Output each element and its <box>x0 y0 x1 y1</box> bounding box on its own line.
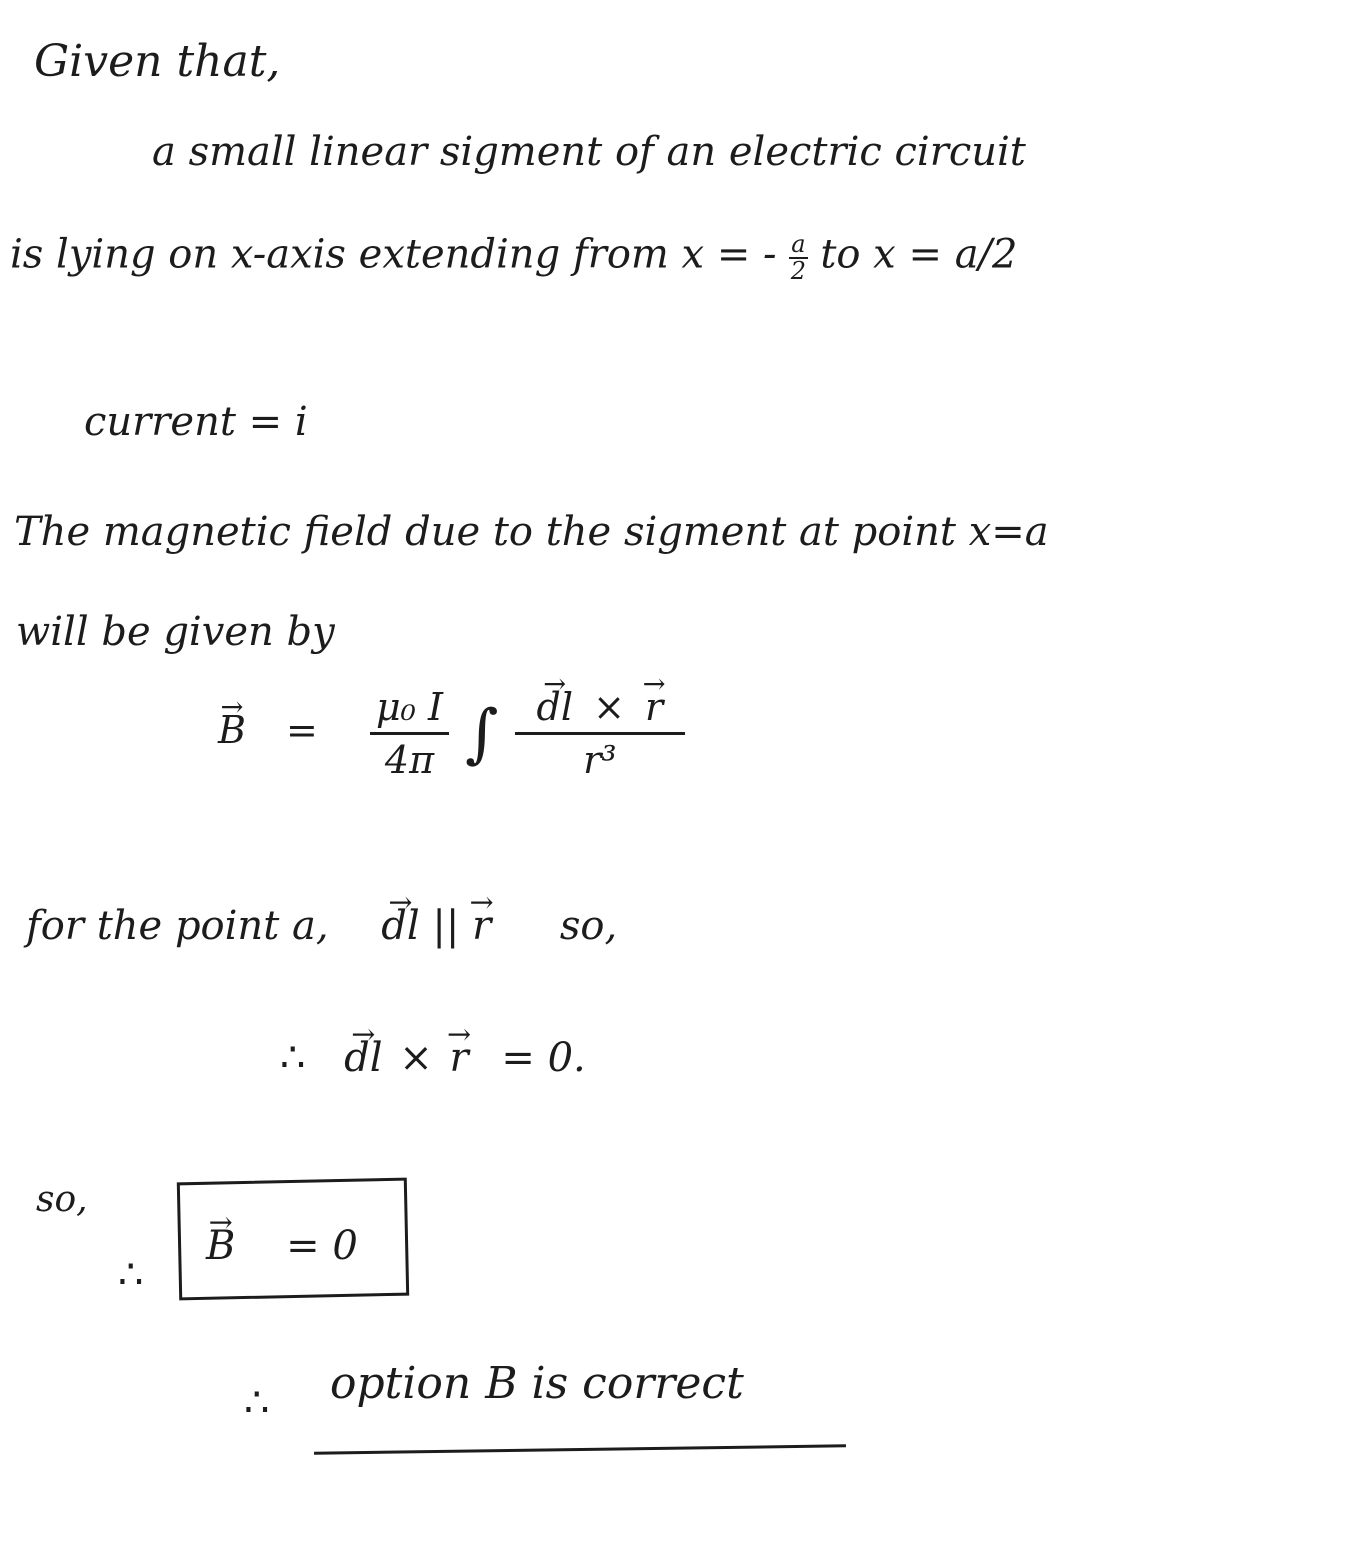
cross-product-result: = 0. <box>501 1035 586 1081</box>
coefficient-fraction <box>370 685 449 782</box>
vector-r: → r <box>645 688 663 726</box>
therefore-symbol: ∴ <box>244 1380 270 1426</box>
minus-a-over-2-fraction <box>789 232 807 283</box>
vector-r: → r <box>472 906 491 946</box>
so-label: so, <box>36 1179 88 1220</box>
statement-line-2-prefix: is lying on x-axis extending from x = - <box>10 231 777 278</box>
vector-b: → B <box>206 1226 235 1266</box>
statement-line-1: a small linear sigment of an electric circuit <box>152 129 1026 175</box>
vector-dl: → dl <box>537 688 573 726</box>
statement-line-2-suffix: to x = a/2 <box>820 231 1018 278</box>
cross-product-line <box>280 1035 586 1081</box>
biot-savart-formula <box>218 685 685 782</box>
conclusion-text: option B is correct <box>330 1358 744 1409</box>
integrand-denominator: r³ <box>583 738 617 782</box>
integral-sign: ∫ <box>465 696 499 771</box>
statement-line-2 <box>10 232 1017 283</box>
vector-dl: → dl <box>344 1038 382 1078</box>
equals-sign: = <box>286 708 318 752</box>
point-a-line <box>26 903 618 949</box>
cross-symbol: × <box>399 1035 433 1081</box>
fraction-numerator: a <box>791 230 806 258</box>
given-heading: Given that, <box>34 36 281 87</box>
field-line-1: The magnetic field due to the sigment at point x=a <box>14 509 1049 555</box>
point-a-suffix: so, <box>559 903 618 949</box>
integrand-fraction <box>515 685 686 782</box>
vector-dl: → dl <box>381 906 419 946</box>
therefore-symbol: ∴ <box>118 1252 144 1298</box>
point-a-prefix: for the point a, <box>26 903 329 949</box>
integrand-numerator <box>515 685 686 735</box>
therefore-symbol: ∴ <box>280 1035 306 1081</box>
coefficient-denominator: 4π <box>384 738 435 782</box>
boxed-answer-content <box>206 1223 358 1269</box>
boxed-result: = 0 <box>286 1223 358 1269</box>
vector-b: → B <box>218 711 246 749</box>
parallel-symbol: || <box>432 903 460 949</box>
fraction-denominator: 2 <box>790 257 807 285</box>
vector-r: → r <box>450 1038 469 1078</box>
coefficient-numerator: μ₀ I <box>370 688 449 735</box>
current-line: current = i <box>84 399 308 445</box>
field-line-2: will be given by <box>16 609 335 655</box>
conclusion-underline <box>314 1444 846 1454</box>
cross-symbol: × <box>593 685 625 729</box>
